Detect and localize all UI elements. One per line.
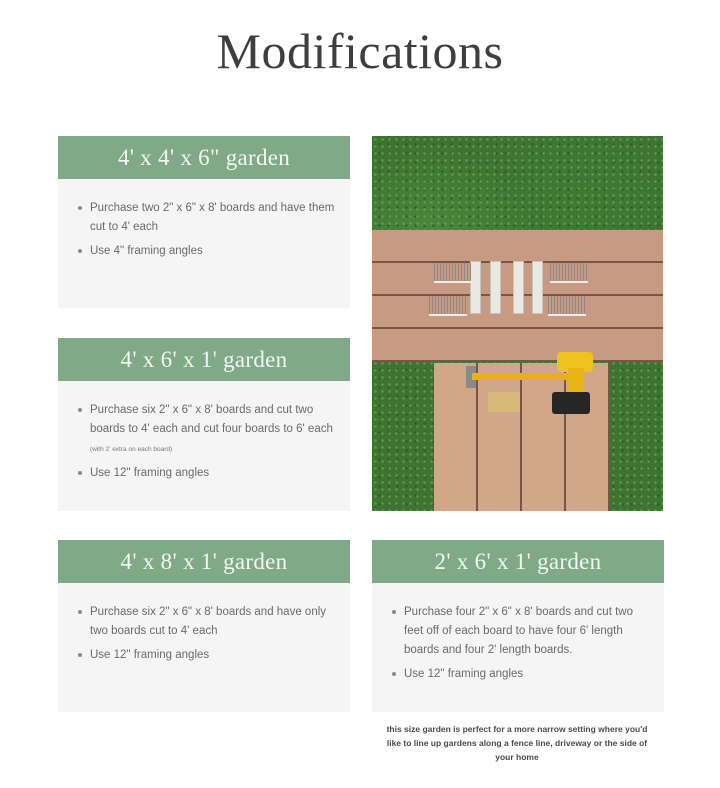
nail-strip — [548, 296, 586, 316]
card-header: 2' x 6' x 1' garden — [372, 540, 664, 583]
list-item: Use 12" framing angles — [90, 646, 336, 665]
instruction-list — [58, 381, 350, 483]
instruction-list — [372, 583, 664, 684]
garden-build-photo — [372, 136, 663, 511]
board — [372, 329, 663, 362]
narrow-garden-note: this size garden is perfect for a more narrow setting where you'd like to line up gardens along a fence line, driveway or the side of your home — [386, 724, 648, 762]
nail-strip — [434, 263, 472, 283]
list-item: Purchase two 2" x 6" x 8' boards and have them cut to 4' each — [90, 199, 336, 237]
board — [522, 363, 566, 511]
nail-strip — [429, 296, 467, 316]
instruction-list — [58, 583, 350, 665]
card-4x8x1 — [58, 540, 350, 712]
card-header: 4' x 6' x 1' garden — [58, 338, 350, 381]
card-header: 4' x 8' x 1' garden — [58, 540, 350, 583]
list-item: Purchase four 2" x 6" x 8' boards and cut two feet off of each board to have four 6' length boards and four 2' length boards. — [404, 603, 650, 660]
list-item — [90, 401, 336, 459]
list-item: Use 12" framing angles — [404, 665, 650, 684]
card-2x6x1 — [372, 540, 664, 712]
list-item: Use 12" framing angles — [90, 464, 336, 483]
drill-battery — [552, 392, 590, 414]
item-note: (with 2' extra on each board) — [90, 446, 173, 453]
screw-box — [488, 392, 520, 412]
framing-angle — [532, 261, 543, 314]
card-4x6x1 — [58, 338, 350, 511]
card-header: 4' x 4' x 6" garden — [58, 136, 350, 179]
framing-angle — [513, 261, 524, 314]
list-item: Purchase six 2" x 6" x 8' boards and have only two boards cut to 4' each — [90, 603, 336, 641]
item-text: Purchase six 2" x 6" x 8' boards and cut two boards to 4' each and cut four boards to 6' each — [90, 404, 333, 435]
instruction-list — [58, 179, 350, 261]
framing-angle — [490, 261, 501, 314]
board — [372, 230, 663, 263]
page-title: Modifications — [216, 23, 504, 79]
board — [478, 363, 522, 511]
nail-strip — [550, 263, 588, 283]
card-4x4x6 — [58, 136, 350, 308]
hammer-handle — [472, 373, 568, 380]
list-item: Use 4" framing angles — [90, 242, 336, 261]
